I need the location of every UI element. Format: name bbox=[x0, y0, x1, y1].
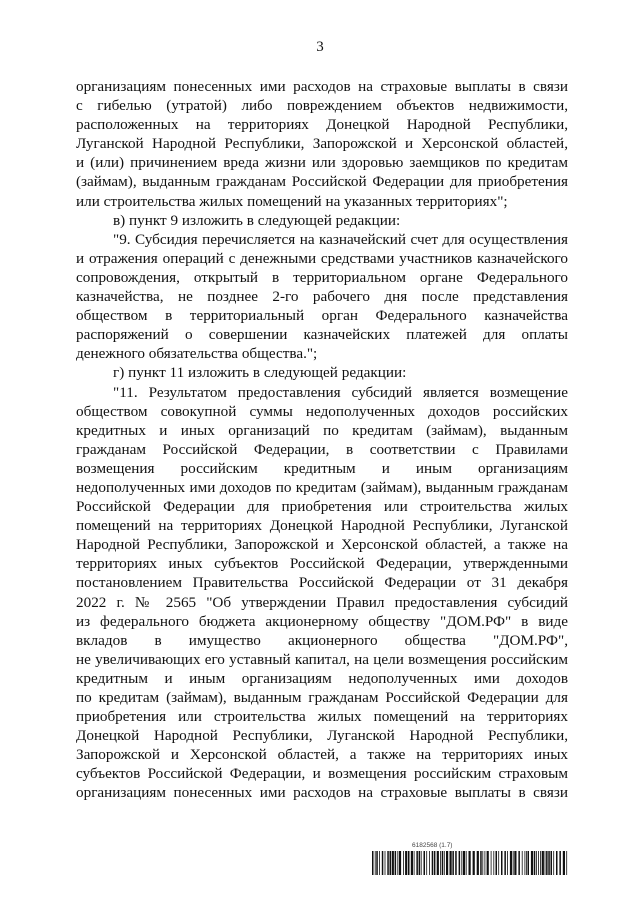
body-line: в) пункт 9 изложить в следующей редакции: bbox=[113, 211, 401, 229]
body-line: расположенных на территориях Донецкой Народной Республики, bbox=[76, 116, 568, 134]
body-line: или строительства жилых помещений на указанных территориях"; bbox=[76, 192, 508, 210]
body-line: субъектов Российской Федерации, и возмещения российским страховым bbox=[76, 765, 568, 783]
body-line: Запорожской и Херсонской областей, а также на территориях иных bbox=[76, 746, 568, 764]
body-line: Российской Федерации для приобретения или строительства жилых bbox=[76, 498, 568, 516]
document-code: 6182568 (1.7) bbox=[412, 842, 453, 849]
body-line: из федерального бюджета акционерному обществу "ДОМ.РФ" в виде bbox=[76, 612, 568, 630]
body-line: денежного обязательства общества."; bbox=[76, 345, 318, 363]
body-line: сопровождения, открытый в территориальном органе Федерального bbox=[76, 268, 568, 286]
body-line: "9. Субсидия перечисляется на казначейский счет для осуществления bbox=[113, 230, 568, 248]
body-line: и отражения операций с денежными средствами участников казначейского bbox=[76, 249, 568, 267]
body-line: с гибелью (утратой) либо повреждением объектов недвижимости, bbox=[76, 97, 568, 115]
body-line: распоряжений о совершении казначейских платежей для оплаты bbox=[76, 326, 568, 344]
body-line: Донецкой Народной Республики, Луганской Народной Республики, bbox=[76, 727, 568, 745]
barcode-icon bbox=[372, 851, 568, 875]
body-line: 2022 г. № 2565 "Об утверждении Правил предоставления субсидий bbox=[76, 593, 568, 611]
body-line: "11. Результатом предоставления субсидий является возмещение bbox=[113, 383, 568, 401]
body-line: приобретения или строительства жилых помещений на территориях bbox=[76, 708, 568, 726]
body-line: г) пункт 11 изложить в следующей редакции: bbox=[113, 364, 407, 382]
body-line: организациям понесенных ими расходов на страховые выплаты в связи bbox=[76, 78, 568, 95]
body-line: обществом совокупной суммы недополученных доходов российских bbox=[76, 402, 568, 420]
body-line: и (или) причинением вреда жизни или здоровью заемщиков по кредитам bbox=[76, 154, 568, 172]
body-line: вкладов в имущество акционерного общества "ДОМ.РФ", bbox=[76, 631, 568, 649]
body-line: по кредитам (займам), выданным гражданам Российской Федерации для bbox=[76, 689, 568, 706]
body-line: организациям понесенных ими расходов на страховые выплаты в связи bbox=[76, 784, 568, 802]
body-line: (займам), выданным гражданам Российской Федерации для приобретения bbox=[76, 173, 568, 191]
body-line: помещений на территориях Донецкой Народной Республики, Луганской bbox=[76, 517, 568, 535]
body-line: Народной Республики, Запорожской и Херсонской областей, а также на bbox=[76, 536, 568, 554]
body-line: возмещения российским кредитным и иным организациям bbox=[76, 459, 568, 477]
body-line: недополученных ими доходов по кредитам (займам), выданным гражданам bbox=[76, 478, 568, 496]
body-line: не увеличивающих его уставный капитал, на цели возмещения российским bbox=[76, 650, 568, 668]
body-line: территориях иных субъектов Российской Федерации, утвержденными bbox=[76, 555, 568, 573]
body-line: гражданам Российской Федерации, в соответствии с Правилами bbox=[76, 440, 568, 458]
body-line: кредитным и иным организациям недополученных ими доходов bbox=[76, 669, 568, 687]
body-line: кредитных и иных организаций по кредитам (займам), выданным bbox=[76, 421, 568, 439]
document-body bbox=[76, 77, 568, 803]
body-line: постановлением Правительства Российской Федерации от 31 декабря bbox=[76, 574, 568, 592]
body-line: обществом в территориальный орган Федерального казначейства bbox=[76, 307, 568, 325]
body-line: казначейства, не позднее 2-го рабочего дня после представления bbox=[76, 288, 568, 306]
body-line: Луганской Народной Республики, Запорожской и Херсонской областей, bbox=[76, 135, 568, 153]
page-number: 3 bbox=[316, 39, 324, 55]
